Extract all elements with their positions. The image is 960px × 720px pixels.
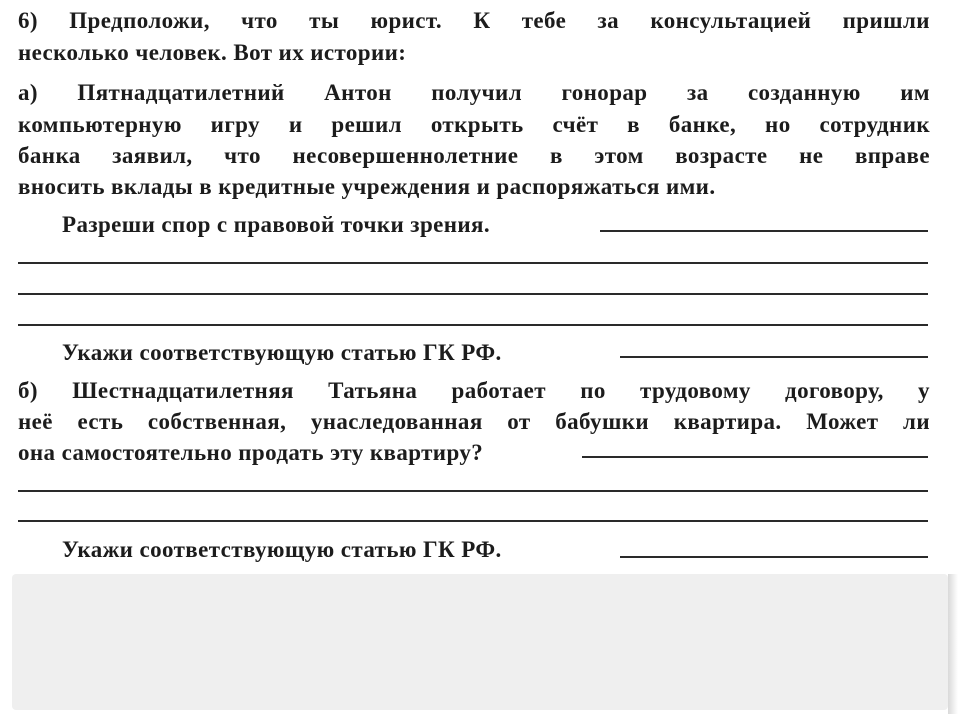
word: заявил, [112,143,193,168]
word: квартира. [673,409,782,434]
word: в [549,143,563,168]
word: компьютерную [18,112,182,137]
empty-footer-panel [12,574,948,710]
word: пришли [842,8,930,33]
case-a-line-3 [18,141,930,171]
word: счёт [552,112,599,137]
answer-line-b-2[interactable] [18,490,928,492]
word: не [799,143,824,168]
word: К [473,8,491,33]
word: Татьяна [328,378,418,403]
word: Предположи, [69,8,210,33]
word: вправе [854,143,930,168]
word: несовершеннолетние [292,143,519,168]
word: им [900,80,930,105]
word: ты [309,8,340,33]
case-a-line-2 [18,110,930,140]
word: у [918,378,930,403]
word: есть [77,409,124,434]
word: тебе [521,8,567,33]
answer-line-a-3[interactable] [18,293,928,295]
word: неё [18,409,53,434]
case-a-line-4: вносить вклады в кредитные учреждения и распоряжаться ими. [18,174,716,199]
word: игру [210,112,260,137]
word: по [580,378,606,403]
word: этом [594,143,644,168]
word: Пятнадцатилетний [77,80,285,105]
word: получил [431,80,523,105]
case-b-line-1 [18,376,930,406]
word: открыть [430,112,524,137]
answer-line-a-4[interactable] [18,324,928,326]
word: а) [18,80,38,105]
word: Может [806,409,879,434]
word: что [224,143,261,168]
answer-line-b-3[interactable] [18,520,928,522]
answer-line-a-2[interactable] [18,262,928,264]
word: трудовому [640,378,751,403]
intro-line-2: несколько человек. Вот их истории: [18,40,407,65]
word: банка [18,143,81,168]
word: от [507,409,531,434]
word: созданную [747,80,861,105]
word: работает [451,378,546,403]
case-a-question: Разреши спор с правовой точки зрения. [62,212,491,237]
intro-line-1 [18,6,930,36]
word: возрасте [675,143,768,168]
case-a-article-prompt: Укажи соответствующую статью ГК РФ. [62,340,502,365]
word: за [686,80,709,105]
word: что [241,8,278,33]
word: 6) [18,8,38,33]
case-a-line-1 [18,78,930,108]
word: собственная, [147,409,287,434]
panel-edge-shadow [948,574,958,714]
answer-line-b-1[interactable] [582,456,928,458]
word: договору, [785,378,884,403]
word: Шестнадцатилетняя [72,378,294,403]
case-b-line-2 [18,407,930,437]
case-b-article-prompt: Укажи соответствующую статью ГК РФ. [62,537,502,562]
article-line-b[interactable] [620,556,928,558]
article-line-a[interactable] [620,356,928,358]
word: ли [903,409,930,434]
word: и [288,112,303,137]
word: сотрудник [819,112,930,137]
word: в [627,112,640,137]
word: юрист. [370,8,443,33]
word: б) [18,378,38,403]
word: банке, [668,112,737,137]
answer-line-a-1[interactable] [600,230,928,232]
word: но [765,112,791,137]
word: гонорар [561,80,648,105]
word: решил [331,112,402,137]
word: Антон [324,80,392,105]
word: за [597,8,620,33]
case-b-line-3: она самостоятельно продать эту квартиру? [18,440,484,465]
word: унаследованная [310,409,483,434]
word: консультацией [650,8,812,33]
word: бабушки [555,409,650,434]
